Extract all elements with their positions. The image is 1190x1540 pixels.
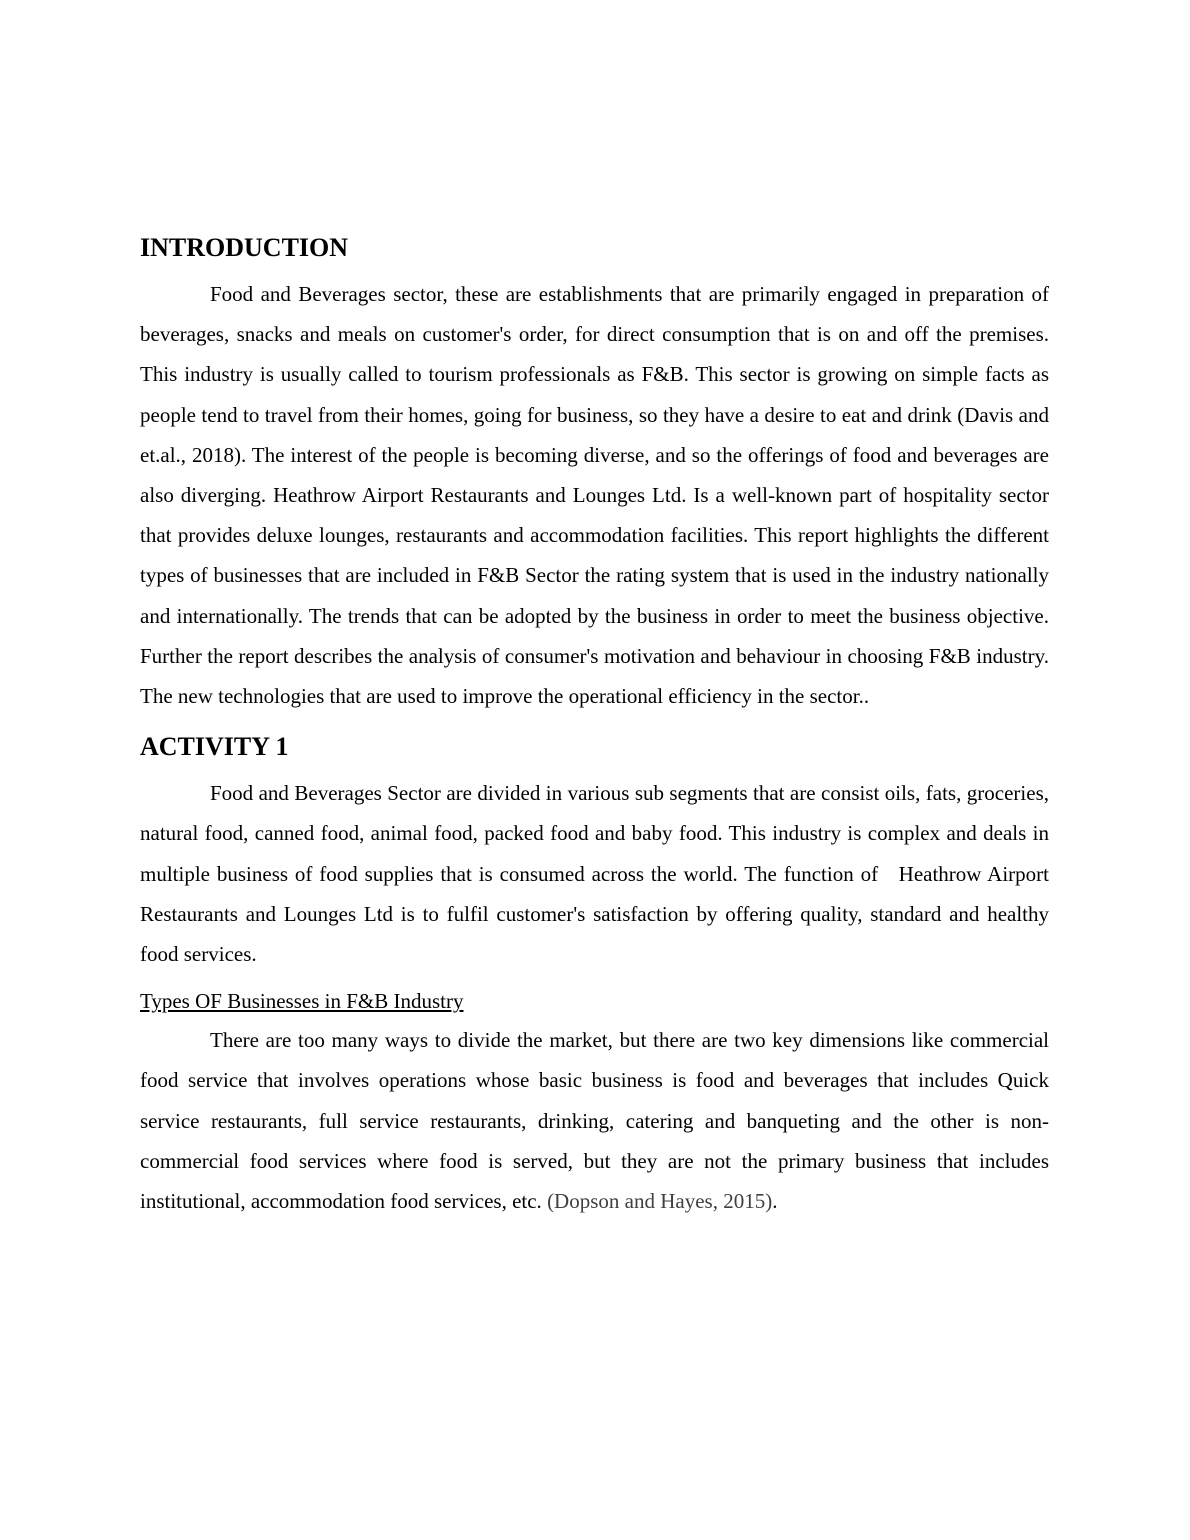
- citation-period: .: [772, 1189, 778, 1214]
- introduction-heading: INTRODUCTION: [140, 233, 349, 262]
- activity-1-paragraph: Food and Beverages Sector are divided in various sub segments that are consist oils, fats, groceries, natural food, canned food, animal food, packed food and baby food. This industry is complex and deals in multiple business of food supplies that is consumed across the world. The function of Heathrow Airport Restaurants and Lounges Ltd is to fulfil customer's satisfaction by offering quality, standard and healthy food services.: [140, 781, 1049, 967]
- types-of-businesses-subheading: Types OF Businesses in F&B Industry: [140, 989, 464, 1014]
- document-page: [140, 230, 1049, 1221]
- introduction-paragraph: Food and Beverages sector, these are establishments that are primarily engaged in preparation of beverages, snacks and meals on customer's order, for direct consumption that is on and off the premises. This industry is usually called to tourism professionals as F&B. This sector is growing on simple facts as people tend to travel from their homes, going for business, so they have a desire to eat and drink (Davis and et.al., 2018). The interest of the people is becoming diverse, and so the offerings of food and beverages are also diverging. Heathrow Airport Restaurants and Lounges Ltd. Is a well-known part of hospitality sector that provides deluxe lounges, restaurants and accommodation facilities. This report highlights the different types of businesses that are included in F&B Sector the rating system that is used in the industry nationally and internationally. The trends that can be adopted by the business in order to meet the business objective. Further the report describes the analysis of consumer's motivation and behaviour in choosing F&B industry. The new technologies that are used to improve the operational efficiency in the sector..: [140, 282, 1049, 709]
- citation-dopson-hayes: (Dopson and Hayes, 2015): [547, 1189, 773, 1214]
- types-paragraph-text: There are too many ways to divide the market, but there are two key dimensions like commercial food service that involves operations whose basic business is food and beverages that includes Quick service restaurants, full service restaurants, drinking, catering and banqueting and the other is non-commercial food services where food is served, but they are not the primary business that includes institutional, accommodation food services, etc.: [140, 1028, 1049, 1214]
- activity-1-heading: ACTIVITY 1: [140, 732, 289, 762]
- types-of-businesses-paragraph: [140, 1020, 1049, 1221]
